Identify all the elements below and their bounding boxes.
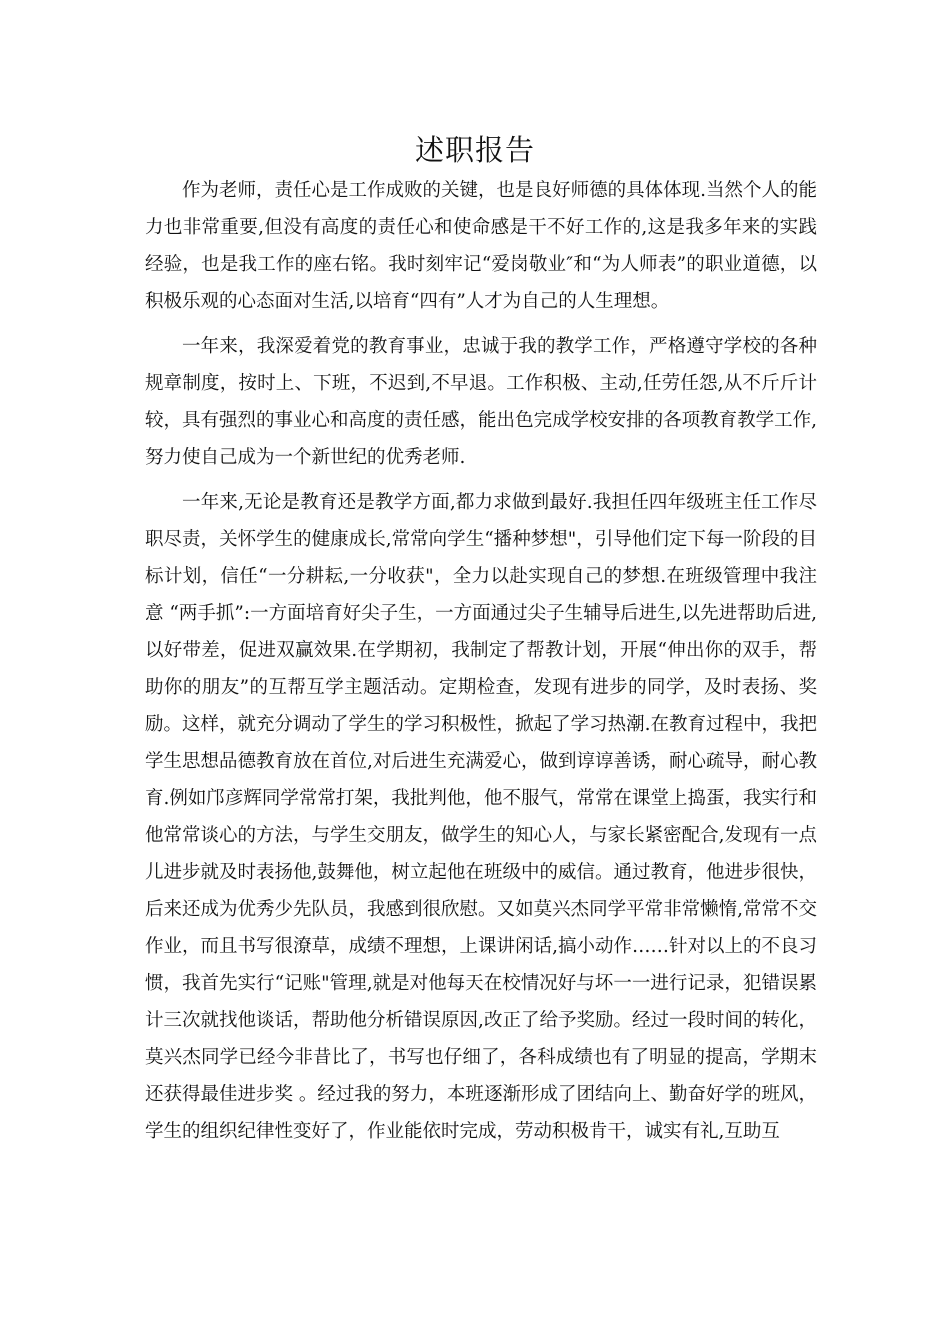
paragraph-2: 一年来，我深爱着党的教育事业，忠诚于我的教学工作，严格遵守学校的各种规章制度，按时上、下班，不迟到,不早退。工作积极、主动,任劳任怨,从不斤斤计较，具有强烈的事业心和高度的责任感，能出色完成学校安排的各项教育教学工作,努力使自己成为一个新世纪的优秀老师.	[145, 336, 817, 468]
paragraph-3: 一年来,无论是教育还是教学方面,都力求做到最好.我担任四年级班主任工作尽职尽责，关怀学生的健康成长,常常向学生“播种梦想"，引导他们定下每一阶段的目标计划，信任“一分耕耘,一分收获"，全力以赴实现自己的梦想.在班级管理中我注意 “两手抓”:一方面培育好尖子生，一方面通过尖子生辅导后进生,以先进帮助后进,以好带差，促进双赢效果.在学期初，我制定了帮教计划，开展“伸出你的双手，帮助你的朋友”的互帮互学主题活动。定期检查，发现有进步的同学，及时表扬、奖励。这样，就充分调动了学生的学习积极性，掀起了学习热潮.在教育过程中，我把学生思想品德教育放在首位,对后进生充满爱心，做到谆谆善诱，耐心疏导，耐心教育.例如邝彦辉同学常常打架，我批判他，他不服气，常常在课堂上捣蛋，我实行和他常常谈心的方法，与学生交朋友，做学生的知心人，与家长紧密配合,发现有一点儿进步就及时表扬他,鼓舞他，树立起他在班级中的威信。通过教育，他进步很快，后来还成为优秀少先队员，我感到很欣慰。又如莫兴杰同学平常非常懒惰,常常不交作业，而且书写很潦草，成绩不理想，上课讲闲话,搞小动作……针对以上的不良习惯，我首先实行“记账"管理,就是对他每天在校情况好与坏一一进行记录，犯错误累计三次就找他谈话，帮助他分析错误原因,改正了给予奖励。经过一段时间的转化，莫兴杰同学已经今非昔比了，书写也仔细了，各科成绩也有了明显的提高，学期末还获得最佳进步奖 。经过我的努力，本班逐渐形成了团结向上、勤奋好学的班风，学生的组织纪律性变好了，作业能依时完成，劳动积极肯干，诚实有礼,互助互	[145, 492, 817, 1142]
document-title: 述职报告	[414, 133, 535, 167]
document-body	[145, 172, 817, 1158]
paragraph-1: 作为老师，责任心是工作成败的关键，也是良好师德的具体体现.当然个人的能力也非常重要,但没有高度的责任心和使命感是干不好工作的,这是我多年来的实践经验，也是我工作的座右铭。我时刻牢记“爱岗敬业″和“为人师表”的职业道德，以积极乐观的心态面对生活,以培育“四有”人才为自己的人生理想。	[145, 180, 817, 312]
